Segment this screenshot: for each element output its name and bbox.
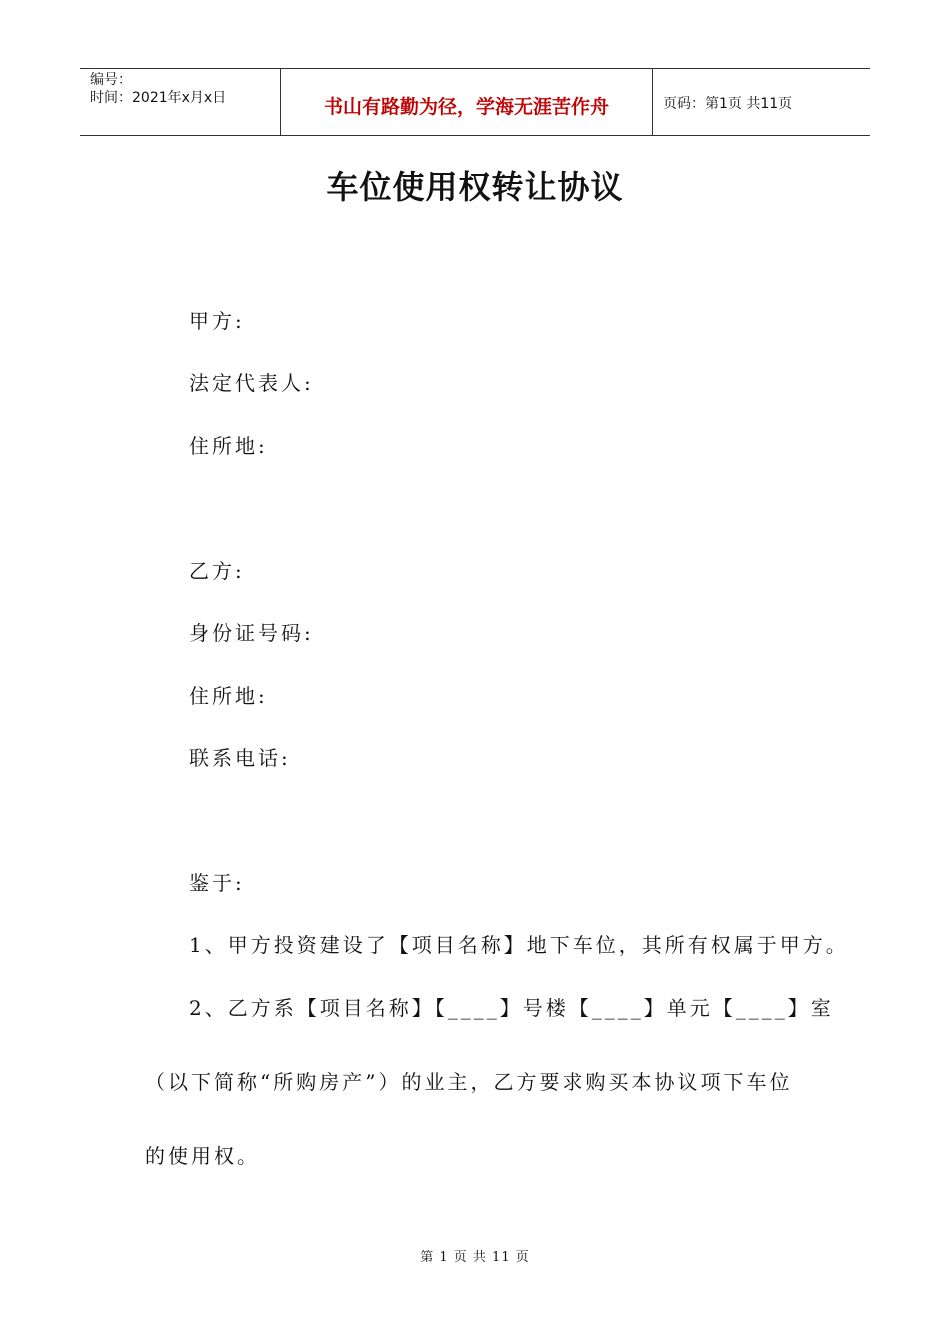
party-a-address: 住所地: — [189, 434, 268, 458]
party-a-label: 甲方: — [189, 309, 245, 333]
document-title: 车位使用权转让协议 — [326, 168, 624, 206]
whereas-item-2-line-3: 的使用权。 — [145, 1144, 260, 1168]
document-date: 时间：2021年x月x日 — [90, 90, 227, 106]
party-b-phone: 联系电话: — [189, 746, 291, 770]
party-b-label: 乙方: — [189, 559, 245, 583]
header-meta — [80, 69, 281, 135]
document-number: 编号： — [90, 72, 132, 88]
party-b-id-number: 身份证号码: — [189, 621, 314, 645]
party-b-address: 住所地: — [189, 684, 268, 708]
header-page-info: 页码：第1页 共11页 — [663, 96, 793, 112]
whereas-item-1: 1、甲方投资建设了【项目名称】地下车位，其所有权属于甲方。 — [189, 933, 849, 957]
whereas-item-2-line-2: （以下简称“所购房产”）的业主，乙方要求购买本协议项下车位 — [145, 1070, 793, 1094]
whereas-item-2-line-1: 2、乙方系【项目名称】【____】号楼【____】单元【____】室 — [189, 996, 834, 1020]
whereas-label: 鉴于: — [189, 871, 245, 895]
page-header — [80, 68, 870, 136]
page-footer: 第 1 页 共 11 页 — [420, 1250, 530, 1265]
header-motto: 书山有路勤为径，学海无涯苦作舟 — [281, 69, 653, 135]
party-a-representative: 法定代表人: — [189, 371, 314, 395]
